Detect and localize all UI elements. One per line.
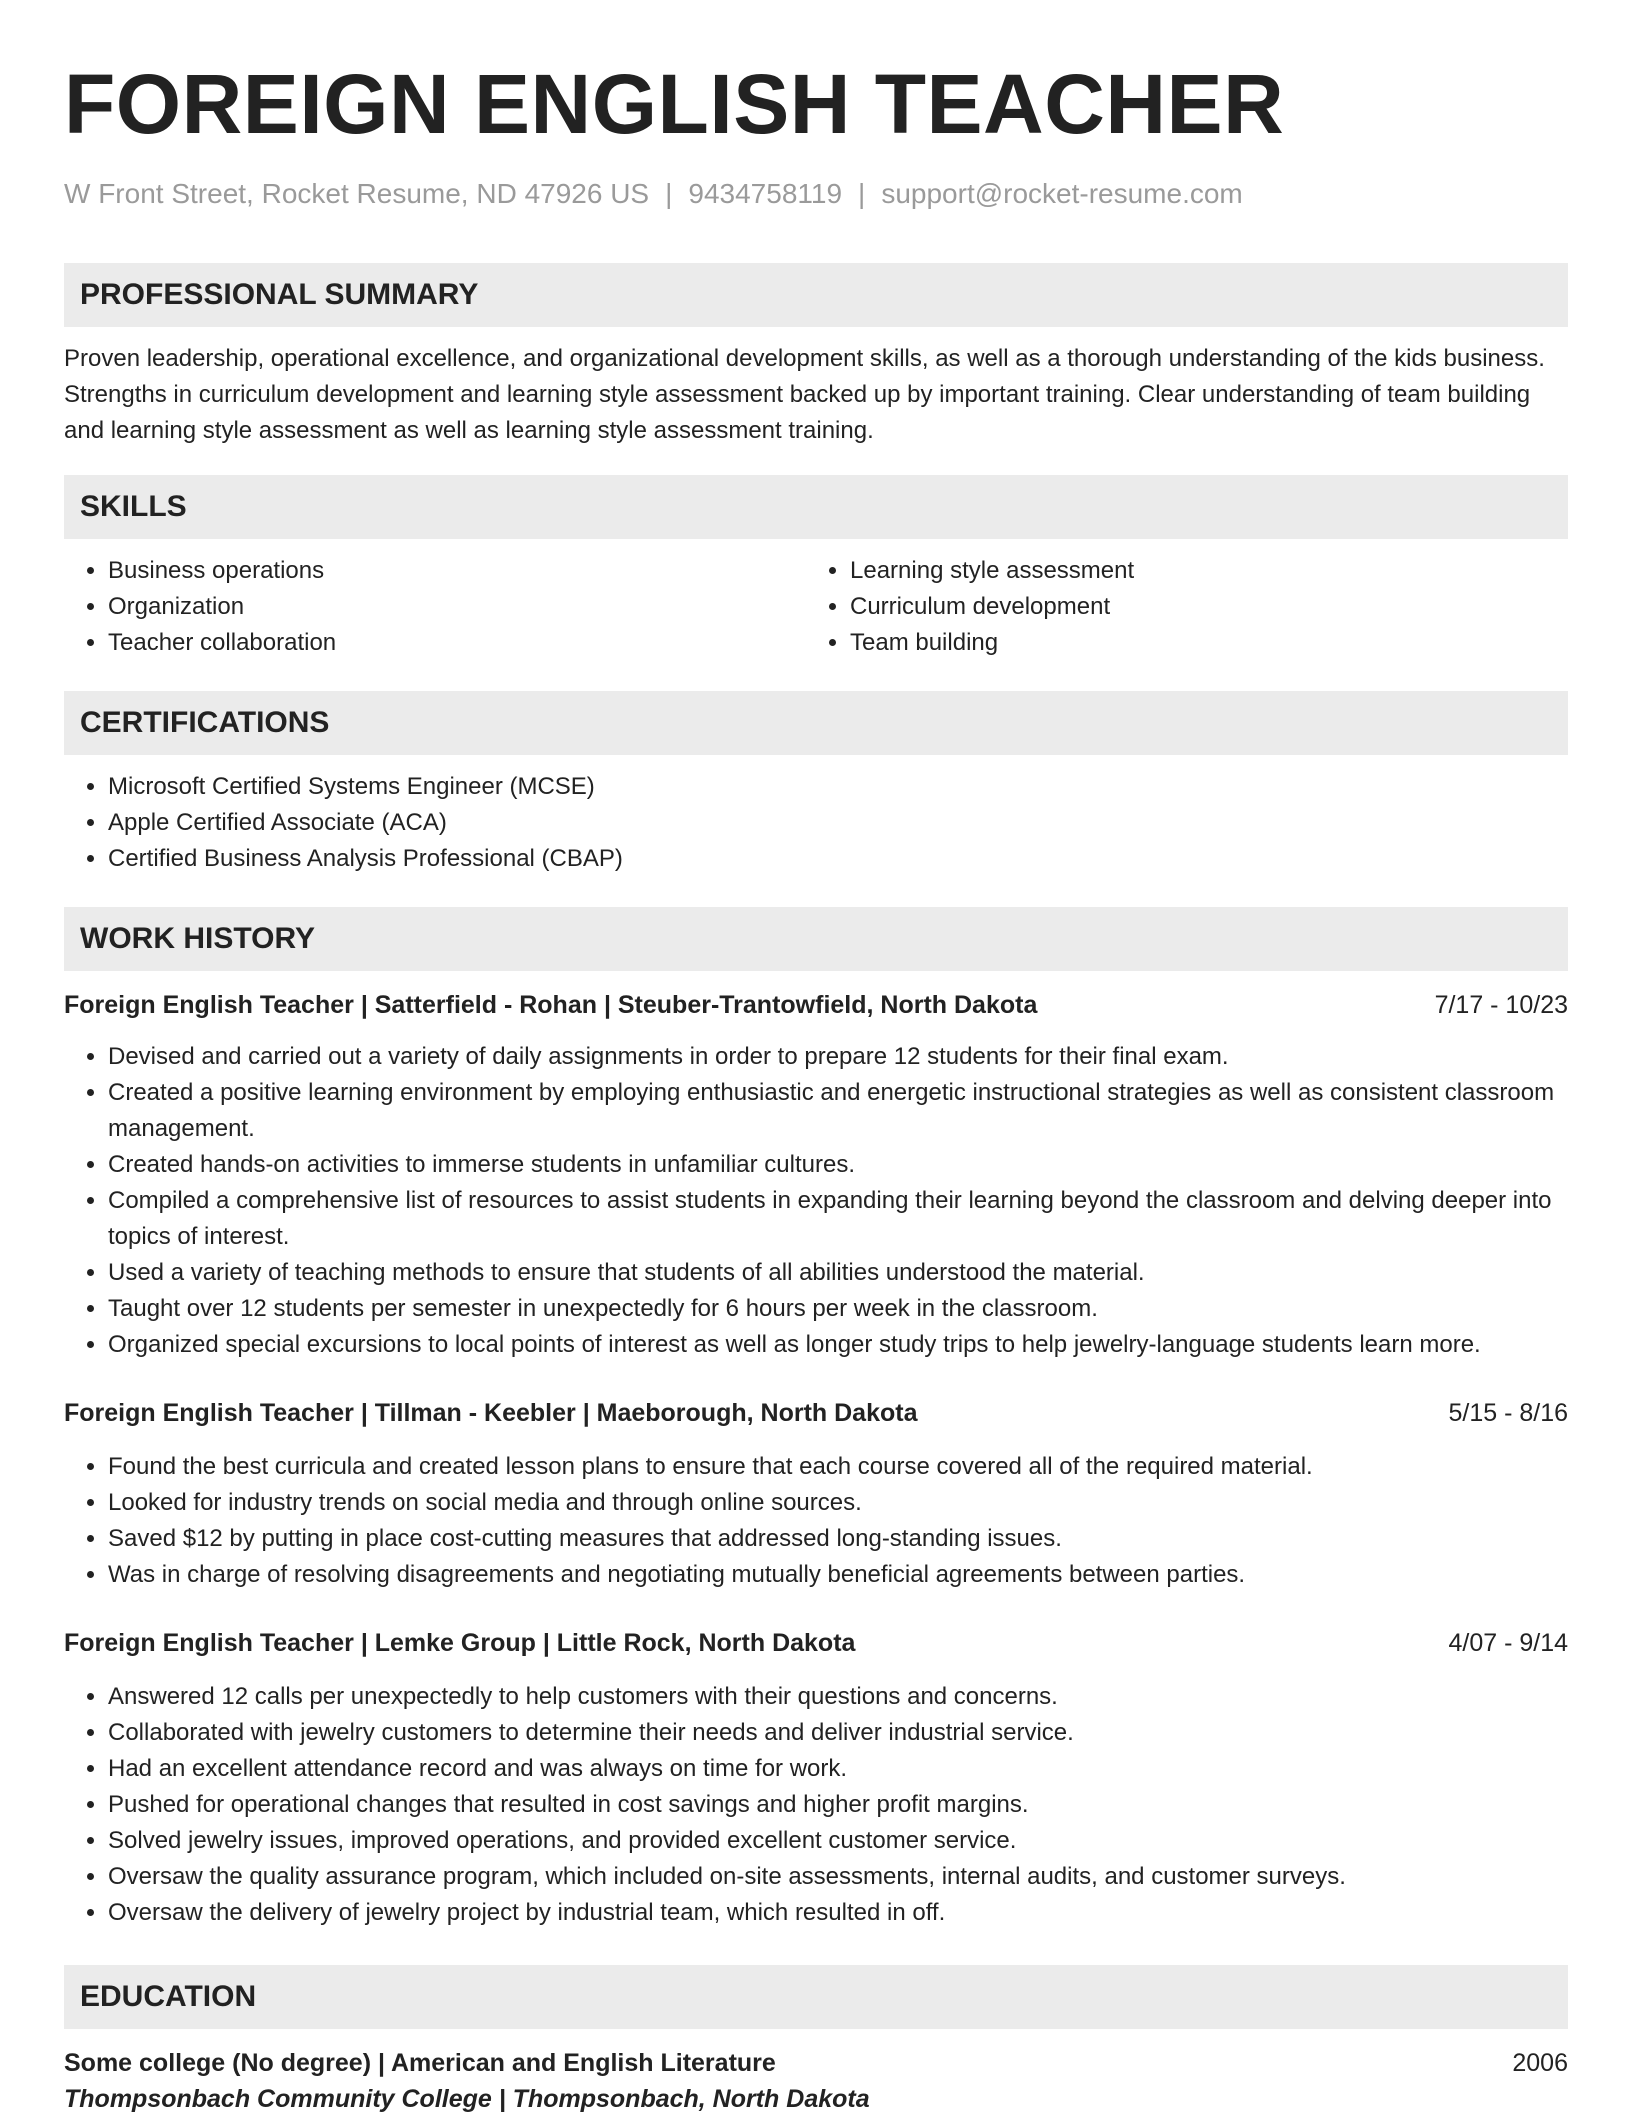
list-item: • Business operations [108, 553, 806, 589]
job-title: Foreign English Teacher | Lemke Group | Little Rock, North Dakota [64, 1629, 856, 1657]
list-item: • Taught over 12 students per semester in unexpectedly for 6 hours per week in the classroom. [108, 1291, 1568, 1327]
list-item: • Used a variety of teaching methods to ensure that students of all abilities understood the material. [108, 1255, 1568, 1291]
job-header [64, 987, 1568, 1023]
list-item: • Apple Certified Associate (ACA) [108, 805, 1568, 841]
job-header [64, 1625, 1568, 1661]
list-item: • Team building [850, 625, 1546, 661]
job-bullets [64, 1449, 1568, 1593]
skills-list-right [806, 553, 1546, 661]
summary-text: Proven leadership, operational excellence, and organizational development skills, as well as a thorough understanding of the kids business. Strengths in curriculum development and learning style assessment backed up by important training. Clear understanding of team building and learning style assessment as well as learning style assessment training. [64, 345, 1545, 444]
skills-grid [64, 553, 1568, 661]
list-item: • Was in charge of resolving disagreements and negotiating mutually beneficial agreements between parties. [108, 1557, 1568, 1593]
job-title: Foreign English Teacher | Satterfield - Rohan | Steuber-Trantowfield, North Dakota [64, 991, 1038, 1019]
list-item: • Collaborated with jewelry customers to determine their needs and deliver industrial service. [108, 1715, 1568, 1751]
contact-line [64, 176, 1568, 212]
job-dates: 4/07 - 9/14 [1448, 1629, 1568, 1657]
list-item: • Looked for industry trends on social media and through online sources. [108, 1485, 1568, 1521]
list-item: • Microsoft Certified Systems Engineer (MCSE) [108, 769, 1568, 805]
list-item: • Teacher collaboration [108, 625, 806, 661]
list-item: • Oversaw the quality assurance program, which included on-site assessments, internal audits, and customer surveys. [108, 1859, 1568, 1895]
education-degree: Some college (No degree) | American and English Literature [64, 2049, 776, 2077]
list-item: • Compiled a comprehensive list of resources to assist students in expanding their learning beyond the classroom and delving deeper into topics of interest. [108, 1183, 1568, 1255]
education-header [64, 2045, 1568, 2081]
job-bullets [64, 1039, 1568, 1363]
email-link[interactable]: support@rocket-resume.com [881, 178, 1243, 209]
list-item: • Solved jewelry issues, improved operations, and provided excellent customer service. [108, 1823, 1568, 1859]
education-school: Thompsonbach Community College | Thompsonbach, North Dakota [64, 2085, 870, 2113]
job-entry [64, 1625, 1568, 1931]
list-item: • Certified Business Analysis Professional (CBAP) [108, 841, 1568, 877]
list-item: • Pushed for operational changes that resulted in cost savings and higher profit margins. [108, 1787, 1568, 1823]
section-header-education: EDUCATION [64, 1965, 1568, 2029]
list-item: • Curriculum development [850, 589, 1546, 625]
list-item: • Created hands-on activities to immerse students in unfamiliar cultures. [108, 1147, 1568, 1183]
section-header-summary: PROFESSIONAL SUMMARY [64, 263, 1568, 327]
page-title: FOREIGN ENGLISH TEACHER [64, 57, 1285, 151]
section-header-skills: SKILLS [64, 475, 1568, 539]
separator: | [858, 178, 866, 209]
list-item: • Organized special excursions to local points of interest as well as longer study trips to help jewelry-language students learn more. [108, 1327, 1568, 1363]
education-year: 2006 [1512, 2049, 1568, 2077]
separator: | [665, 178, 673, 209]
job-entry [64, 987, 1568, 1363]
job-dates: 7/17 - 10/23 [1434, 991, 1568, 1019]
list-item: • Answered 12 calls per unexpectedly to help customers with their questions and concerns. [108, 1679, 1568, 1715]
section-header-certifications: CERTIFICATIONS [64, 691, 1568, 755]
job-header [64, 1395, 1568, 1431]
job-dates: 5/15 - 8/16 [1448, 1399, 1568, 1427]
list-item: • Saved $12 by putting in place cost-cutting measures that addressed long-standing issues. [108, 1521, 1568, 1557]
list-item: • Devised and carried out a variety of daily assignments in order to prepare 12 students for their final exam. [108, 1039, 1568, 1075]
list-item: • Learning style assessment [850, 553, 1546, 589]
phone: 9434758119 [688, 178, 843, 209]
list-item: • Had an excellent attendance record and was always on time for work. [108, 1751, 1568, 1787]
job-title: Foreign English Teacher | Tillman - Keebler | Maeborough, North Dakota [64, 1399, 918, 1427]
job-bullets [64, 1679, 1568, 1931]
list-item: • Created a positive learning environment by employing enthusiastic and energetic instructional strategies as well as consistent classroom management. [108, 1075, 1568, 1147]
certifications-list [64, 769, 1568, 877]
section-header-work-history: WORK HISTORY [64, 907, 1568, 971]
list-item: • Found the best curricula and created lesson plans to ensure that each course covered all of the required material. [108, 1449, 1568, 1485]
list-item: • Organization [108, 589, 806, 625]
address: W Front Street, Rocket Resume, ND 47926 US [64, 178, 650, 209]
list-item: • Oversaw the delivery of jewelry project by industrial team, which resulted in off. [108, 1895, 1568, 1931]
skills-list-left [64, 553, 806, 661]
job-entry [64, 1395, 1568, 1593]
